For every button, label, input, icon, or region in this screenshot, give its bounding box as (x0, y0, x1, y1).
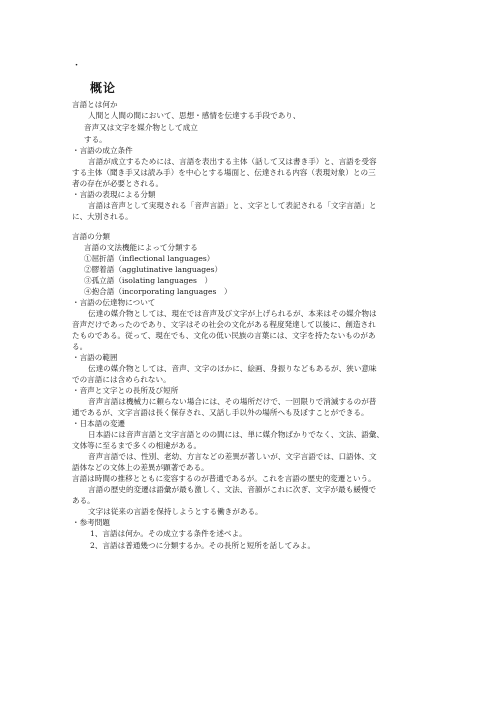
text-line: 言語は時間の推移とともに変容するのが普通であるが。これを言語の歴史的変遷という。 (72, 474, 376, 483)
page-title: 概论 (90, 81, 117, 95)
text-line: 言語は音声として実現される「音声言語」と、文字として表記される「文字言語」と (88, 201, 377, 210)
text-line: ・日本語の変遷 (72, 419, 126, 428)
text-line: 言語が成立するためには、言語を表出する主体（話して又は書き手）と、言語を受容 (88, 157, 377, 166)
text-line: 人間と人間の間において、思想・感情を伝達する手段であり、 (88, 111, 301, 120)
text-line: 文字は従来の言語を保持しようとする働きがある。 (88, 507, 263, 516)
text-line: ・音声と文字との長所及び短所 (72, 386, 179, 395)
text-line: 言語の歴史的変遷は語彙が最も激しく、文法、音韻がこれに次ぎ、文字が最も緩慢で (88, 485, 377, 494)
text-line: ・言語の成立条件 (72, 146, 133, 155)
text-line: 文体等に至るまで多くの相違がある。 (72, 441, 202, 450)
text-line: ある。 (72, 496, 95, 505)
text-line: ・言語の伝達物について (72, 298, 156, 307)
text-line: 日本語には音声言語と文字言語とのの間には、単に媒介物ばかりでなく、文法、語彙、 (88, 430, 384, 439)
text-line: 1、言語は何か。その成立する条件を述べよ。 (90, 529, 247, 538)
text-line: 言語の文法機能によって分類する (84, 243, 198, 252)
text-line: 伝達の媒介物としては、音声、文字のほかに、絵画、身振りなどもあるが、狭い意味 (88, 364, 377, 373)
text-line: 音声だけであったのであり、文字はその社会の文化がある程度発達して以後に、創造され (72, 320, 376, 329)
text-line: 音声言語では、性別、老幼、方言などの差異が著しいが、文字言語では、口語体、文 (88, 452, 377, 461)
text-line: する主体（聞き手又は読み手）を中心とする場面と、伝達される内容（表現対象）との三 (72, 168, 376, 177)
text-line: ・言語の表現による分類 (72, 190, 156, 199)
text-line: 音声又は文字を媒介物として成立 (84, 123, 198, 132)
text-line: ・言語の範囲 (72, 353, 118, 362)
text-line: ②膠着語（agglutinative languages） (84, 265, 223, 274)
text-line: 言語の分類 (72, 232, 110, 241)
text-line: る。 (72, 342, 88, 351)
text-line: 通であるが、文字言語は長く保存され、又話し手以外の場所へも及ぼすことができる。 (72, 408, 369, 417)
text-line: に、大別される。 (72, 212, 133, 221)
text-line: 語体などの文体上の差異が顕著である。 (72, 463, 209, 472)
text-line: する。 (84, 135, 107, 144)
text-line: 者の存在が必要とされる。 (72, 179, 164, 188)
text-line: ③孤立語（isolating languages ） (84, 276, 213, 285)
text-line: ・参考問題 (72, 518, 110, 527)
text-line: での言語には含められない。 (72, 375, 171, 384)
text-line: 2、言語は普通幾つに分類するか。その長所と短所を話してみよ。 (90, 541, 316, 550)
bullet-mark: ・ (72, 61, 82, 71)
text-line: 伝達の媒介物としては、現在では音声及び文字が上げられるが、本来はその媒介物は (88, 309, 377, 318)
text-line: たものである。従って、現在でも、文化の低い民族の言葉には、文字を持たないものがあ (72, 331, 376, 340)
text-line: ④抱合語（incorporating languages ） (84, 287, 232, 296)
text-line: 言語とは何か (72, 100, 118, 109)
text-line: 音声言語は機械力に頼らない場合には、その場所だけで、一回限りで消滅するのが普 (88, 397, 377, 406)
text-line: ①屈折語（inflectional languages） (84, 254, 215, 263)
